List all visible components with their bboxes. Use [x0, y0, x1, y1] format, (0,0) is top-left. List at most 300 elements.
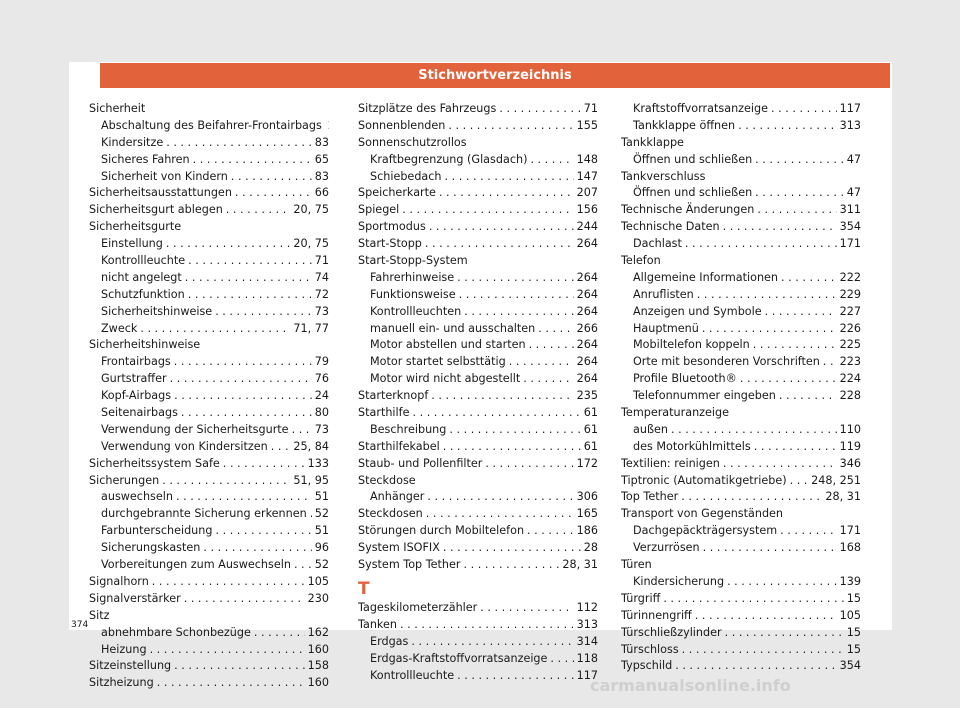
entry-label: Top Tether [621, 490, 679, 504]
entry-label: Telefonnummer eingeben [633, 389, 776, 403]
entry-label: Schutzfunktion [101, 287, 185, 301]
index-column-2 [358, 101, 598, 684]
index-heading [621, 557, 861, 574]
leader-dots [412, 405, 580, 422]
page-reference: 172 [576, 456, 598, 470]
leader-dots [757, 202, 836, 219]
page-reference: 264 [576, 270, 598, 284]
index-subentry [358, 668, 598, 685]
leader-dots [509, 354, 574, 371]
leader-dots [740, 371, 837, 388]
page-reference: 72 [314, 287, 329, 301]
entry-label: Einstellung [101, 237, 163, 251]
entry-label: Türen [621, 558, 652, 572]
index-subentry [89, 540, 329, 557]
index-subentry [621, 540, 861, 557]
entry-label: Spiegel [358, 203, 400, 217]
page-reference: 148 [576, 152, 598, 166]
leader-dots [671, 422, 837, 439]
leader-dots [411, 634, 573, 651]
index-subentry [89, 642, 329, 659]
leader-dots [823, 354, 837, 371]
index-entry [621, 202, 861, 219]
page-reference: 71, 77 [293, 321, 329, 335]
leader-dots [738, 118, 837, 135]
entry-label: Kopf-Airbags [101, 389, 172, 403]
index-subentry [89, 489, 329, 506]
index-subentry [621, 574, 861, 591]
entry-label: Kontrollleuchte [101, 254, 186, 268]
index-heading [621, 135, 861, 152]
page-reference: 15 [846, 642, 861, 656]
index-column-3 [621, 101, 861, 675]
leader-dots [166, 135, 312, 152]
index-entry [358, 219, 598, 236]
leader-dots [174, 658, 304, 675]
leader-dots [703, 540, 837, 557]
index-entry [358, 185, 598, 202]
index-subentry [89, 270, 329, 287]
page-reference: 223 [839, 355, 861, 369]
page-reference: 139 [839, 574, 861, 588]
leader-dots [443, 439, 581, 456]
page-reference: 105 [839, 608, 861, 622]
entry-label: Sitzheizung [89, 676, 154, 690]
leader-dots [753, 337, 837, 354]
leader-dots [294, 557, 312, 574]
index-entry [89, 675, 329, 692]
index-entry [358, 439, 598, 456]
leader-dots [725, 625, 844, 642]
leader-dots [695, 608, 837, 625]
page-reference: 306 [576, 490, 598, 504]
entry-label: des Motorkühlmittels [633, 439, 751, 453]
page-reference: 71 [314, 254, 329, 268]
entry-label: Frontairbags [101, 355, 171, 369]
index-entry [89, 473, 329, 490]
index-subentry [89, 354, 329, 371]
index-subentry [358, 337, 598, 354]
index-heading [89, 101, 329, 118]
page-reference: 156 [576, 203, 598, 217]
index-subentry [89, 388, 329, 405]
index-entry [621, 219, 861, 236]
index-entry [358, 506, 598, 523]
index-subentry [89, 506, 329, 523]
entry-label: Tanken [358, 617, 397, 631]
entry-label: Störungen durch Mobiltelefon [358, 524, 525, 538]
page-reference: 155 [576, 118, 598, 132]
index-subentry [89, 422, 329, 439]
entry-label: Vorbereitungen zum Auswechseln [101, 558, 291, 572]
leader-dots [157, 675, 305, 692]
page-reference: 20, 75 [293, 203, 329, 217]
index-subentry [89, 371, 329, 388]
leader-dots [402, 202, 573, 219]
entry-label: Sonnenblenden [358, 118, 446, 132]
page-reference: 96 [314, 541, 329, 555]
page-reference: 354 [839, 659, 861, 673]
index-heading [358, 253, 598, 270]
page-reference: 264 [576, 237, 598, 251]
index-subentry [358, 634, 598, 651]
page-reference: 313 [576, 617, 598, 631]
page-reference: 73 [314, 304, 329, 318]
entry-label: Kindersitze [101, 135, 164, 149]
index-entry [89, 185, 329, 202]
leader-dots [426, 506, 574, 523]
index-subentry [358, 304, 598, 321]
entry-label: Steckdose [358, 473, 416, 487]
page-reference: 346 [839, 456, 861, 470]
index-entry [358, 405, 598, 422]
entry-label: Kraftstoffvorratsanzeige [633, 102, 769, 115]
index-heading [89, 219, 329, 236]
index-subentry [621, 422, 861, 439]
page-reference: 20, 75 [293, 237, 329, 251]
page-reference: 244 [576, 220, 598, 234]
page-reference: 28, 31 [562, 558, 598, 572]
entry-label: Fahrerhinweise [370, 270, 455, 284]
entry-label: Sicherheitssystem Safe [89, 456, 220, 470]
entry-label: Schiebedach [370, 169, 442, 183]
entry-label: Türschloss [621, 642, 679, 656]
page-reference: 66 [314, 186, 329, 200]
page-reference: 80 [314, 406, 329, 420]
entry-label: Farbunterscheidung [101, 524, 213, 538]
entry-label: Signalverstärker [89, 591, 181, 605]
index-entry [89, 574, 329, 591]
entry-label: Heizung [101, 642, 147, 656]
entry-label: Sicherheitshinweise [89, 338, 201, 352]
entry-label: Verzurrösen [633, 541, 700, 555]
index-heading [89, 608, 329, 625]
page-reference: 230 [307, 591, 329, 605]
page-reference: 160 [307, 676, 329, 690]
index-subentry [621, 287, 861, 304]
page-reference: 15 [846, 591, 861, 605]
index-entry [621, 489, 861, 506]
leader-dots [464, 304, 573, 321]
leader-dots [530, 152, 573, 169]
entry-label: Sicherheitsgurt ablegen [89, 203, 223, 217]
index-entry [621, 473, 861, 490]
index-subentry [89, 625, 329, 642]
entry-label: Tankklappe öffnen [633, 118, 736, 132]
page-reference: 79 [314, 355, 329, 369]
page-reference: 229 [839, 287, 861, 301]
leader-dots [499, 101, 580, 118]
index-subentry [621, 439, 861, 456]
entry-label: außen [633, 422, 668, 436]
entry-label: Tankverschluss [621, 169, 706, 183]
index-entry [358, 617, 598, 634]
leader-dots [480, 600, 573, 617]
leader-dots [150, 642, 305, 659]
leader-dots [310, 506, 312, 523]
entry-label: Sicherungen [89, 473, 160, 487]
index-entry [89, 456, 329, 473]
page-reference: 61 [583, 422, 598, 436]
entry-label: Türgriff [621, 591, 661, 605]
page-reference: 74 [314, 270, 329, 284]
entry-label: Seitenairbags [101, 406, 178, 420]
page-reference: 224 [839, 372, 861, 386]
leader-dots [681, 489, 822, 506]
index-heading [358, 135, 598, 152]
entry-label: Abschaltung des Beifahrer-Frontairbags [101, 118, 322, 132]
leader-dots [427, 489, 573, 506]
entry-label: Sicherheitsausstattungen [89, 186, 232, 200]
index-entry [358, 456, 598, 473]
index-entry [358, 540, 598, 557]
index-entry [358, 202, 598, 219]
leader-dots [685, 236, 837, 253]
entry-label: Temperaturanzeige [621, 406, 730, 420]
index-subentry [358, 422, 598, 439]
entry-label: manuell ein- und ausschalten [370, 321, 536, 335]
page-reference: 158 [307, 659, 329, 673]
page-reference: 47 [846, 152, 861, 166]
entry-label: Sicheres Fahren [101, 152, 190, 166]
page-reference: 133 [307, 456, 329, 470]
leader-dots [781, 270, 837, 287]
page-reference: 186 [576, 524, 598, 538]
leader-dots [429, 219, 574, 236]
index-subentry [89, 405, 329, 422]
page-reference: 314 [576, 634, 598, 648]
leader-dots [463, 557, 559, 574]
page-reference: 28 [583, 541, 598, 555]
entry-label: Tankklappe [621, 135, 684, 149]
entry-label: Dachlast [633, 237, 682, 251]
index-subentry [358, 354, 598, 371]
entry-label: Transport von Gegenständen [621, 507, 784, 521]
leader-dots [185, 270, 312, 287]
page-reference: 52 [314, 558, 329, 572]
page-reference: 147 [576, 169, 598, 183]
page-reference: 228 [839, 389, 861, 403]
index-subentry [621, 523, 861, 540]
index-subentry [89, 321, 329, 338]
index-heading [621, 405, 861, 422]
leader-dots [152, 574, 305, 591]
entry-label: Starthilfe [358, 406, 410, 420]
entry-label: Beschreibung [370, 422, 447, 436]
page-reference: 117 [576, 668, 598, 682]
leader-dots [271, 439, 291, 456]
leader-dots [682, 642, 844, 659]
index-subentry [621, 354, 861, 371]
index-entry [621, 625, 861, 642]
leader-dots [226, 202, 291, 219]
leader-dots [755, 152, 844, 169]
index-subentry [89, 557, 329, 574]
index-subentry [621, 118, 861, 135]
page-reference: 226 [839, 321, 861, 335]
leader-dots [790, 473, 809, 490]
entry-label: Motor wird nicht abgestellt [370, 372, 521, 386]
leader-dots [203, 540, 311, 557]
index-subentry [89, 439, 329, 456]
entry-label: Kontrollleuchte [370, 668, 455, 682]
page-reference: 165 [576, 507, 598, 521]
index-subentry [89, 236, 329, 253]
entry-label: Hauptmenü [633, 321, 699, 335]
leader-dots [166, 236, 291, 253]
leader-dots [459, 287, 574, 304]
leader-dots [723, 219, 837, 236]
leader-dots [235, 185, 312, 202]
leader-dots [771, 101, 837, 118]
page-reference: 171 [839, 524, 861, 538]
index-subentry [621, 371, 861, 388]
entry-label: Telefon [621, 254, 661, 268]
leader-dots [727, 574, 837, 591]
index-subentry [358, 270, 598, 287]
page-reference: 76 [314, 372, 329, 386]
page-number: 374 [71, 620, 89, 630]
entry-label: Kontrollleuchten [370, 304, 462, 318]
index-subentry [621, 185, 861, 202]
page-reference: 313 [839, 118, 861, 132]
entry-label: Sonnenschutzrollos [358, 135, 467, 149]
page-reference: 47 [846, 186, 861, 200]
entry-label: Orte mit besonderen Vorschriften [633, 355, 820, 369]
page-reference: 83 [314, 135, 329, 149]
leader-dots [754, 439, 837, 456]
page-reference: 25, 84 [293, 439, 329, 453]
entry-label: Staub- und Pollenfilter [358, 456, 483, 470]
entry-label: Anzeigen und Symbole [633, 304, 762, 318]
leader-dots [431, 388, 573, 405]
page-reference: 264 [576, 304, 598, 318]
leader-dots [780, 523, 836, 540]
entry-label: Verwendung von Kindersitzen [101, 439, 268, 453]
index-column-1 [89, 101, 329, 692]
page-reference: 225 [839, 338, 861, 352]
page-reference: 266 [576, 321, 598, 335]
entry-label: Sicherheit [89, 102, 146, 115]
index-subentry [621, 236, 861, 253]
entry-label: Funktionsweise [370, 287, 456, 301]
index-subentry [89, 152, 329, 169]
page-reference: 160 [307, 642, 329, 656]
entry-label: Verwendung der Sicherheitsgurte [101, 422, 289, 436]
leader-dots [181, 405, 312, 422]
index-entry [621, 456, 861, 473]
page-reference: 15 [846, 625, 861, 639]
leader-dots [170, 371, 312, 388]
entry-label: Sicherungskasten [101, 541, 201, 555]
leader-dots [550, 651, 573, 668]
page-reference: 168 [839, 541, 861, 555]
index-subentry [358, 321, 598, 338]
entry-label: Start-Stopp [358, 237, 422, 251]
index-entry [358, 600, 598, 617]
index-subentry [621, 388, 861, 405]
page-reference: 311 [839, 203, 861, 217]
index-entry [358, 388, 598, 405]
index-entry [358, 101, 598, 118]
page-reference: 264 [576, 372, 598, 386]
entry-label: Sitz [89, 608, 110, 622]
leader-dots [663, 591, 843, 608]
leader-dots [697, 287, 837, 304]
page-reference: 71 [583, 102, 598, 115]
index-subentry [621, 321, 861, 338]
entry-label: Anhänger [370, 490, 425, 504]
leader-dots [184, 591, 305, 608]
index-entry [358, 557, 598, 574]
leader-dots [425, 236, 574, 253]
entry-label: Technische Änderungen [621, 203, 755, 217]
entry-label: Profile Bluetooth® [633, 372, 737, 386]
page-reference [328, 118, 329, 135]
page-reference: 110 [839, 422, 861, 436]
entry-label: Gurtstraffer [101, 372, 167, 386]
page-reference: 264 [576, 338, 598, 352]
index-entry [621, 658, 861, 675]
index-heading [621, 506, 861, 523]
page-reference: 51 [314, 524, 329, 538]
leader-dots [176, 489, 312, 506]
index-entry [621, 591, 861, 608]
leader-dots [702, 321, 837, 338]
entry-label: Textilien: reinigen [621, 456, 720, 470]
entry-label: Zweck [101, 321, 138, 335]
index-subentry [89, 118, 329, 135]
page-reference: 264 [576, 287, 598, 301]
entry-label: Sitzplätze des Fahrzeugs [358, 102, 497, 115]
page-reference: 162 [307, 625, 329, 639]
page-reference: 52 [314, 507, 329, 521]
index-entry [358, 118, 598, 135]
index-heading [358, 473, 598, 490]
index-subentry [89, 287, 329, 304]
entry-label: auswechseln [101, 490, 173, 504]
entry-label: Sicherheit von Kindern [101, 169, 228, 183]
entry-label: nicht angelegt [101, 270, 182, 284]
leader-dots [400, 617, 574, 634]
entry-label: Türinnengriff [621, 608, 692, 622]
page-reference: 51 [314, 490, 329, 504]
leader-dots [755, 185, 844, 202]
entry-label: System ISOFIX [358, 541, 440, 555]
page-reference: 61 [583, 439, 598, 453]
entry-label: Tageskilometerzähler [358, 600, 478, 614]
page-reference: 235 [576, 389, 598, 403]
index-entry [89, 591, 329, 608]
entry-label: Allgemeine Informationen [633, 270, 779, 284]
index-subentry [621, 101, 861, 118]
leader-dots [457, 270, 574, 287]
section-header [100, 63, 890, 88]
leader-dots [223, 456, 305, 473]
entry-label: Erdgas [370, 634, 409, 648]
leader-dots [443, 540, 581, 557]
page-reference: 61 [583, 406, 598, 420]
leader-dots [231, 169, 312, 186]
page-reference: 207 [576, 186, 598, 200]
entry-label: Starthilfekabel [358, 439, 440, 453]
index-entry [89, 658, 329, 675]
entry-label: Sicherheitsgurte [89, 220, 182, 234]
entry-label: Tiptronic (Automatikgetriebe) [621, 473, 787, 487]
page-reference: 222 [839, 270, 861, 284]
leader-dots [779, 388, 837, 405]
page-reference: 354 [839, 220, 861, 234]
